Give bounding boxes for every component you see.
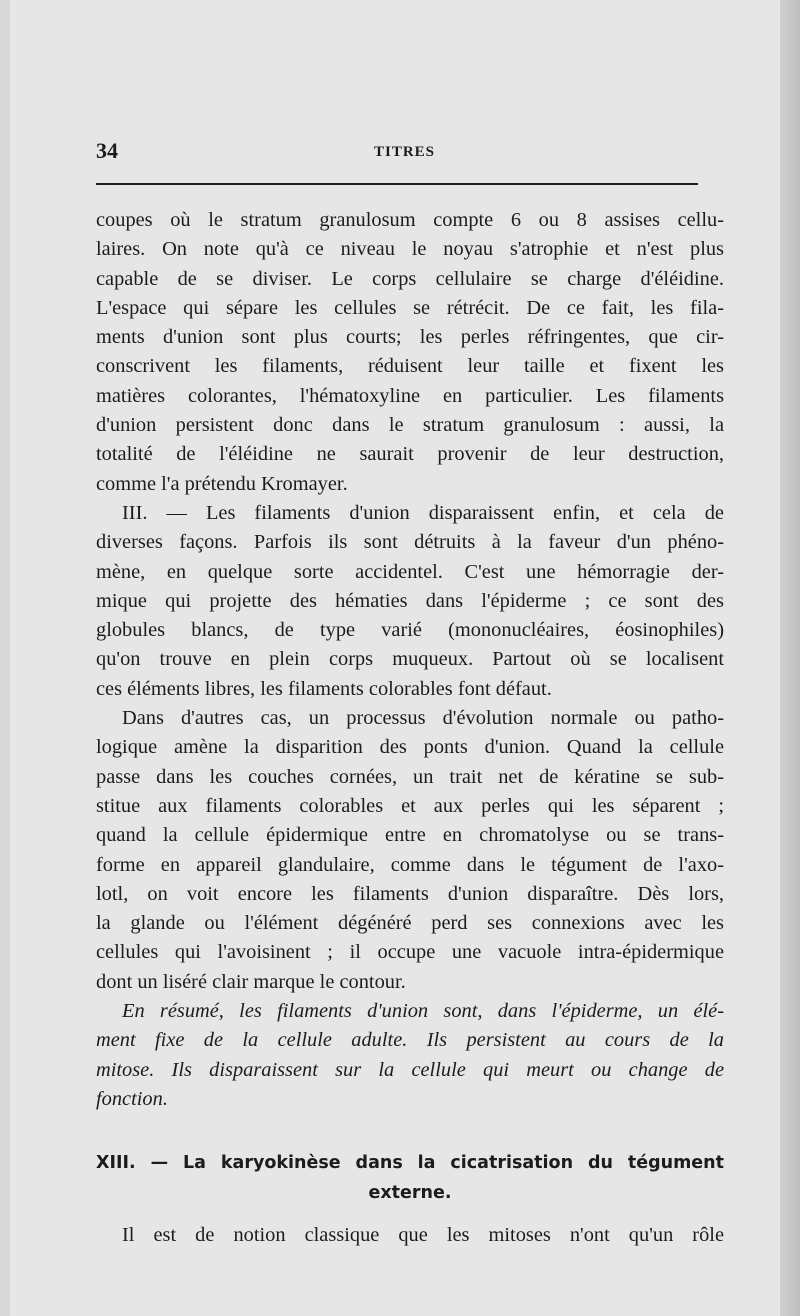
text-line: Dans d'autres cas, un processus d'évolution normale ou patho- [122, 707, 724, 730]
summary-line: ment fixe de la cellule adulte. Ils persistent au cours de la [96, 1029, 724, 1052]
text-line: diverses façons. Parfois ils sont détruits à la faveur d'un phéno- [96, 531, 724, 554]
page-header [96, 138, 696, 172]
text-line: ments d'union sont plus courts; les perles réfringentes, que cir- [96, 326, 724, 349]
text-line: Il est de notion classique que les mitoses n'ont qu'un rôle [122, 1224, 724, 1246]
header-rule [96, 183, 698, 185]
text-line: cellules qui l'avoisinent ; il occupe une vacuole intra-épidermique [96, 941, 724, 964]
text-line: coupes où le stratum granulosum compte 6 ou 8 assises cellu- [96, 209, 724, 231]
text-line: stitue aux filaments colorables et aux perles qui les séparent ; [96, 794, 724, 817]
text-line: globules blancs, de type varié (mononucléaires, éosinophiles) [96, 619, 724, 642]
summary-line: fonction. [96, 1087, 168, 1110]
section-title-line: externe. [368, 1183, 452, 1203]
text-line: dont un liséré clair marque le contour. [96, 970, 406, 993]
text-line: capable de se diviser. Le corps cellulaire se charge d'éléidine. [96, 267, 724, 290]
text-line: d'union persistent donc dans le stratum granulosum : aussi, la [96, 414, 724, 437]
running-head: TITRES [374, 144, 436, 160]
text-line: la glande ou l'élément dégénéré perd ses connexions avec les [96, 912, 724, 935]
text-line: logique amène la disparition des ponts d'union. Quand la cellule [96, 736, 724, 759]
section-title [96, 1148, 724, 1208]
text-line: ces éléments libres, les filaments colorables font défaut. [96, 677, 552, 700]
body-text [96, 206, 724, 1114]
text-line: qu'on trouve en plein corps muqueux. Partout où se localisent [96, 648, 724, 671]
summary-line: En résumé, les filaments d'union sont, dans l'épiderme, un élé- [122, 1000, 724, 1023]
text-line: laires. On note qu'à ce niveau le noyau s'atrophie et n'est plus [96, 238, 724, 261]
summary-line: mitose. Ils disparaissent sur la cellule qui meurt ou change de [96, 1058, 724, 1081]
text-line: III. — Les filaments d'union disparaissent enfin, et cela de [122, 501, 724, 524]
text-line: matières colorantes, l'hématoxyline en particulier. Les filaments [96, 384, 724, 407]
text-line: conscrivent les filaments, réduisent leur taille et fixent les [96, 355, 724, 378]
text-line: quand la cellule épidermique entre en chromatolyse ou se trans- [96, 824, 724, 847]
text-line: comme l'a prétendu Kromayer. [96, 472, 348, 495]
text-line: totalité de l'éléidine ne saurait provenir de leur destruction, [96, 443, 724, 466]
page-number: 34 [96, 138, 118, 163]
text-line: mique qui projette des hématies dans l'épiderme ; ce sont des [96, 589, 724, 612]
text-line: L'espace qui sépare les cellules se rétrécit. De ce fait, les fila- [96, 296, 724, 319]
text-line: lotl, on voit encore les filaments d'union disparaître. Dès lors, [96, 882, 724, 905]
text-line: mène, en quelque sorte accidentel. C'est une hémorragie der- [96, 560, 724, 583]
page-edge-shadow [780, 0, 800, 1316]
text-line: passe dans les couches cornées, un trait net de kératine se sub- [96, 765, 724, 788]
text-line: forme en appareil glandulaire, comme dans le tégument de l'axo- [96, 853, 724, 876]
section-title-line: XIII. — La karyokinèse dans la cicatrisation du tégument [96, 1153, 724, 1173]
